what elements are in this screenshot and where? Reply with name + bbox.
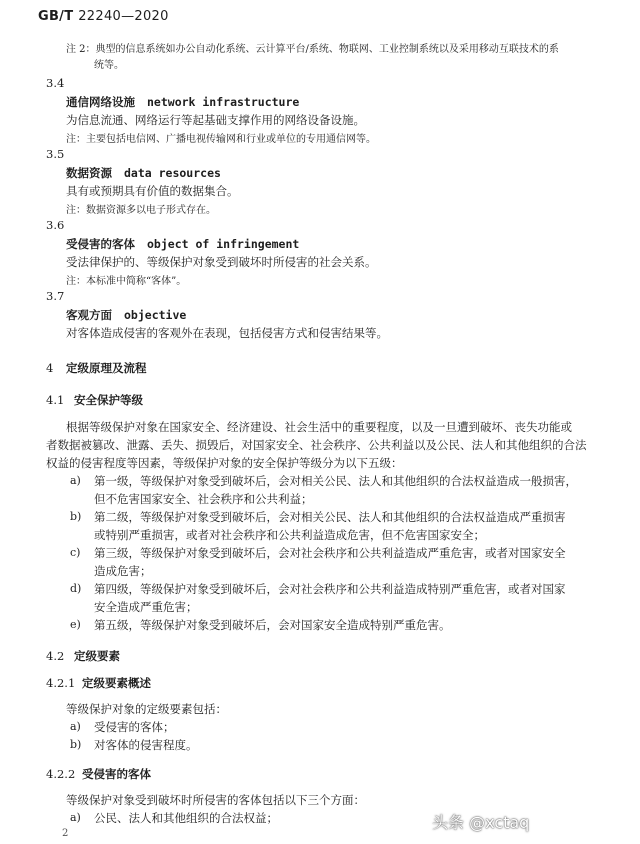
term-definition: 为信息流通、网络运行等起基础支撑作用的网络设备设施。 <box>66 113 365 127</box>
chapter-title: 定级原理及流程 <box>66 361 147 375</box>
section-title: 定级要素 <box>74 649 120 663</box>
term-en: network infrastructure <box>147 95 300 109</box>
list-item-text: 受侵害的客体； <box>94 720 175 734</box>
subsection-heading <box>46 766 151 782</box>
list-marker: d) <box>70 582 82 595</box>
list-marker: a) <box>70 811 81 824</box>
paragraph-line: 等级保护对象受到破坏时所侵害的客体包括以下三个方面： <box>66 793 365 807</box>
section-title: 安全保护等级 <box>74 393 143 407</box>
subsection-number: 4.2.1 <box>46 676 76 690</box>
section-number: 3.5 <box>46 147 65 161</box>
term-definition: 对客体造成侵害的客观外在表现，包括侵害方式和侵害结果等。 <box>66 326 388 340</box>
term-en: object of infringement <box>147 237 300 251</box>
term-note: 注：本标准中简称“客体”。 <box>66 276 187 287</box>
list-item-text: 第三级，等级保护对象受到破坏后，会对社会秩序和公共利益造成严重危害，或者对国家安全 <box>94 546 566 560</box>
list-marker: b) <box>70 510 82 523</box>
section-heading <box>46 648 120 664</box>
standard-header <box>38 9 169 24</box>
section-number: 3.6 <box>46 218 65 232</box>
paragraph-line: 根据等级保护对象在国家安全、经济建设、社会生活中的重要程度，以及一旦遭到破坏、丧失功能或 <box>66 420 572 434</box>
paragraph-line: 者数据被篡改、泄露、丢失、损毁后，对国家安全、社会秩序、公共利益以及公民、法人和其他组织的合法 <box>46 438 587 452</box>
term-zh: 客观方面 <box>66 308 112 322</box>
page-number: 2 <box>62 828 69 839</box>
section-number: 4.1 <box>46 393 65 407</box>
term-zh: 通信网络设施 <box>66 95 135 109</box>
list-item-text: 造成危害； <box>94 564 152 578</box>
list-item-text: 对客体的侵害程度。 <box>94 738 198 752</box>
term-en: objective <box>124 308 187 322</box>
list-marker: e) <box>70 618 81 631</box>
term-note: 注：主要包括电信网、广播电视传输网和行业或单位的专用通信网等。 <box>66 134 376 145</box>
term-heading <box>66 94 299 110</box>
list-marker: c) <box>70 546 81 559</box>
paragraph-line: 等级保护对象的定级要素包括： <box>66 702 227 716</box>
list-marker: a) <box>70 720 81 733</box>
note-line: 统等。 <box>94 60 124 71</box>
section-heading <box>46 392 143 408</box>
list-item-text: 但不危害国家安全、社会秩序和公共利益； <box>94 492 313 506</box>
subsection-number: 4.2.2 <box>46 767 76 781</box>
term-en: data resources <box>124 166 221 180</box>
list-item-text: 第四级，等级保护对象受到破坏后，会对社会秩序和公共利益造成特别严重危害，或者对国家 <box>94 582 566 596</box>
list-marker: b) <box>70 738 82 751</box>
term-heading <box>66 236 299 252</box>
list-item-text: 或特别严重损害，或者对社会秩序和公共利益造成危害，但不危害国家安全； <box>94 528 485 542</box>
term-heading <box>66 165 221 181</box>
chapter-number: 4 <box>46 361 54 375</box>
list-item-text: 第二级，等级保护对象受到破坏后，会对相关公民、法人和其他组织的合法权益造成严重损害 <box>94 510 566 524</box>
subsection-title: 受侵害的客体 <box>82 767 151 781</box>
section-number: 4.2 <box>46 649 65 663</box>
note-line: 注 2：典型的信息系统如办公自动化系统、云计算平台/系统、物联网、工业控制系统以及采用移动互联技术的系 <box>66 44 559 55</box>
list-item-text: 第五级，等级保护对象受到破坏后，会对国家安全造成特别严重危害。 <box>94 618 451 632</box>
subsection-heading <box>46 675 151 691</box>
term-definition: 具有或预期具有价值的数据集合。 <box>66 184 239 198</box>
chapter-heading <box>46 360 147 376</box>
term-zh: 受侵害的客体 <box>66 237 135 251</box>
term-definition: 受法律保护的、等级保护对象受到破坏时所侵害的社会关系。 <box>66 255 377 269</box>
term-heading <box>66 307 186 323</box>
list-item-text: 第一级，等级保护对象受到破坏后，会对相关公民、法人和其他组织的合法权益造成一般损害， <box>94 474 577 488</box>
watermark-logo: 头条 @xctaq <box>432 813 530 832</box>
list-item-text: 公民、法人和其他组织的合法权益； <box>94 811 278 825</box>
term-note: 注：数据资源多以电子形式存在。 <box>66 205 216 216</box>
list-item-text: 安全造成严重危害； <box>94 600 198 614</box>
subsection-title: 定级要素概述 <box>82 676 151 690</box>
paragraph-line: 权益的侵害程度等因素，等级保护对象的安全保护等级分为以下五级： <box>46 456 403 470</box>
section-number: 3.4 <box>46 76 65 90</box>
standard-code: GB/T <box>38 9 74 24</box>
section-number: 3.7 <box>46 289 65 303</box>
standard-number: 22240—2020 <box>78 9 169 24</box>
term-zh: 数据资源 <box>66 166 112 180</box>
list-marker: a) <box>70 474 81 487</box>
